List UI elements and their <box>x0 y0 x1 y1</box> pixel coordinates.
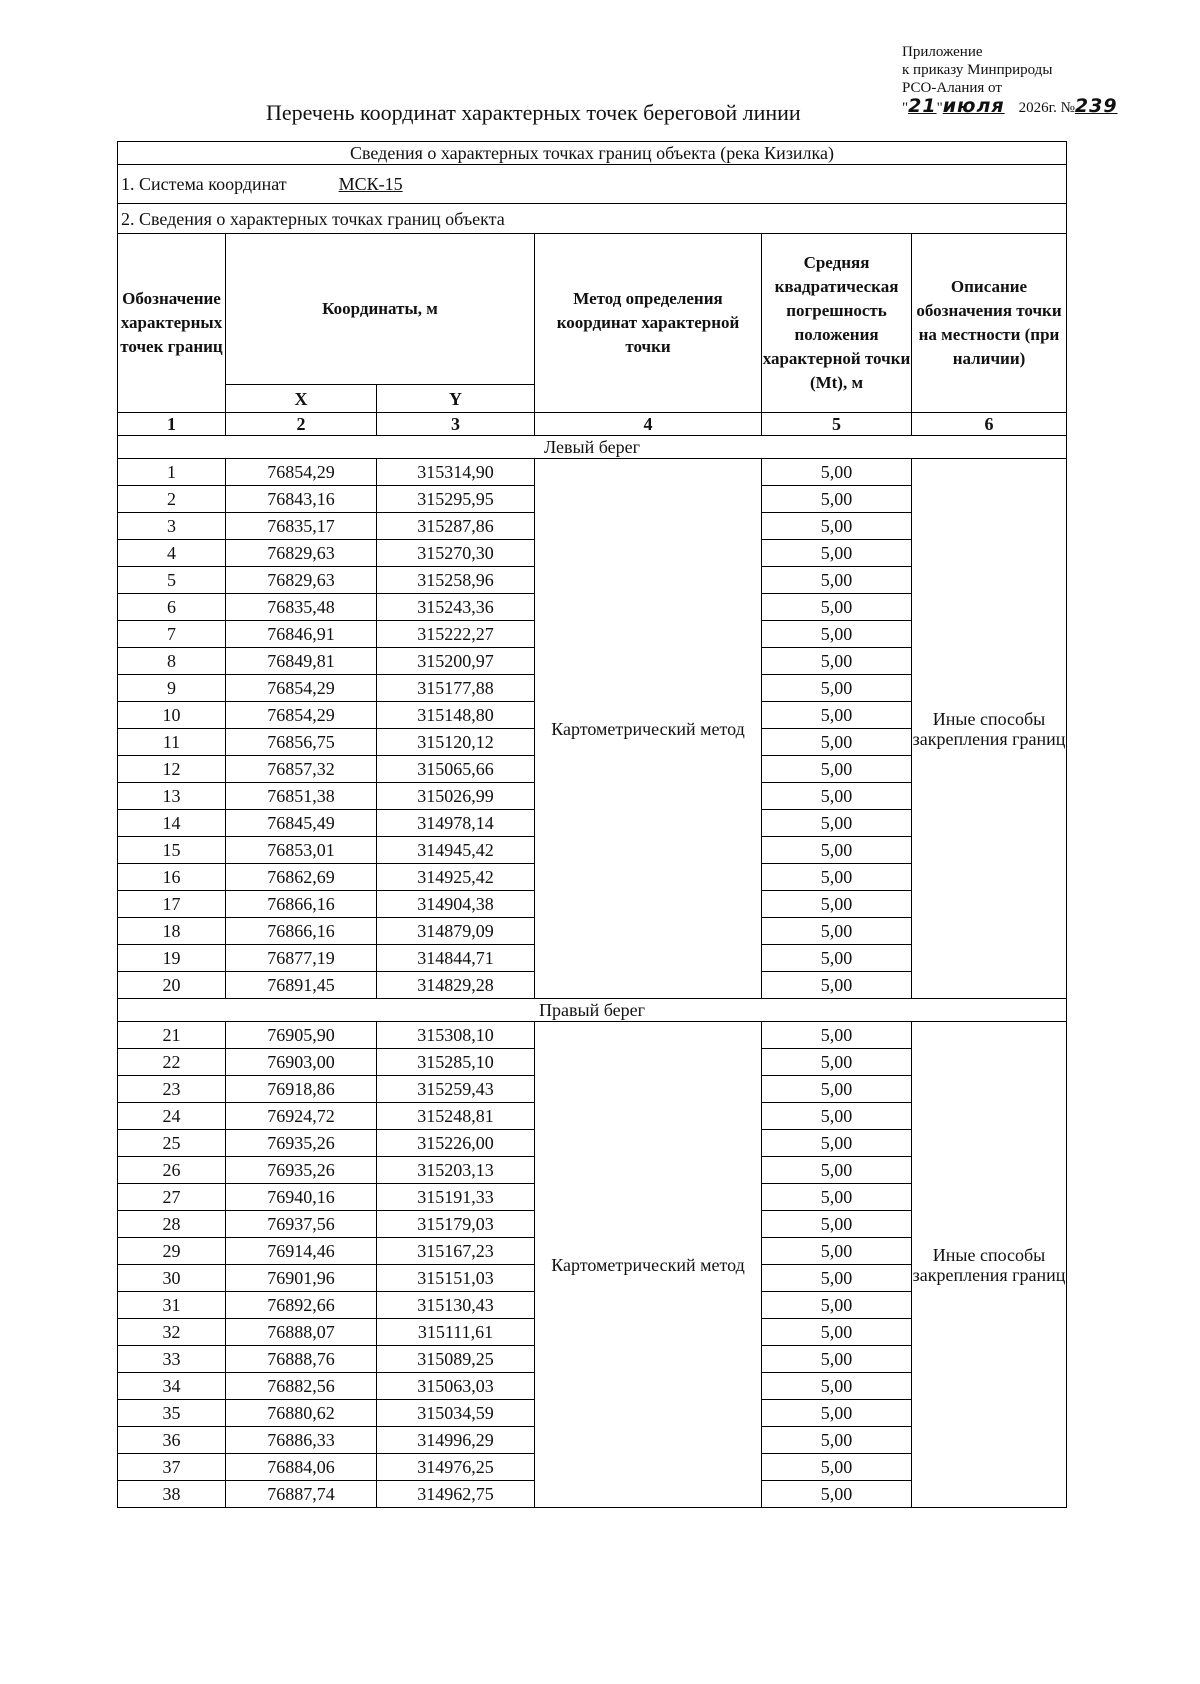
coord-y: 314925,42 <box>377 864 535 891</box>
coord-x: 76835,48 <box>226 594 377 621</box>
position-error: 5,00 <box>762 1265 912 1292</box>
point-number: 30 <box>118 1265 226 1292</box>
position-error: 5,00 <box>762 513 912 540</box>
coord-x: 76835,17 <box>226 513 377 540</box>
coord-y: 315063,03 <box>377 1373 535 1400</box>
point-number: 17 <box>118 891 226 918</box>
column-number: 3 <box>377 413 535 436</box>
coord-y: 315287,86 <box>377 513 535 540</box>
position-error: 5,00 <box>762 621 912 648</box>
position-error: 5,00 <box>762 1238 912 1265</box>
coord-x: 76914,46 <box>226 1238 377 1265</box>
point-number: 32 <box>118 1319 226 1346</box>
coord-x: 76880,62 <box>226 1400 377 1427</box>
position-error: 5,00 <box>762 918 912 945</box>
right-bank-title: Правый берег <box>118 999 1067 1022</box>
coord-x: 76854,29 <box>226 675 377 702</box>
point-number: 23 <box>118 1076 226 1103</box>
coord-y: 315243,36 <box>377 594 535 621</box>
position-error: 5,00 <box>762 1454 912 1481</box>
appendix-line-3: РСО-Алания от <box>902 80 1002 96</box>
point-number: 36 <box>118 1427 226 1454</box>
column-number: 4 <box>535 413 762 436</box>
coord-x: 76888,07 <box>226 1319 377 1346</box>
coord-y: 314962,75 <box>377 1481 535 1508</box>
appendix-line-1: Приложение <box>902 44 983 60</box>
header-x: X <box>226 385 377 413</box>
header-error: Средняя квадратическая погрешность положения характерной точки (Mt), м <box>762 234 912 413</box>
point-number: 34 <box>118 1373 226 1400</box>
position-error: 5,00 <box>762 1184 912 1211</box>
coord-x: 76846,91 <box>226 621 377 648</box>
coord-y: 315026,99 <box>377 783 535 810</box>
position-error: 5,00 <box>762 675 912 702</box>
position-error: 5,00 <box>762 702 912 729</box>
coord-y: 315151,03 <box>377 1265 535 1292</box>
coord-y: 315295,95 <box>377 486 535 513</box>
handwritten-number: 239 <box>1074 95 1118 117</box>
point-number: 11 <box>118 729 226 756</box>
point-number: 18 <box>118 918 226 945</box>
coord-y: 315177,88 <box>377 675 535 702</box>
coord-y: 315259,43 <box>377 1076 535 1103</box>
right-bank-description: Иные способы закрепления границ <box>912 1022 1067 1508</box>
coord-x: 76862,69 <box>226 864 377 891</box>
header-description: Описание обозначения точки на местности (при наличии) <box>912 234 1067 413</box>
coord-x: 76882,56 <box>226 1373 377 1400</box>
coord-y: 314879,09 <box>377 918 535 945</box>
coord-y: 315200,97 <box>377 648 535 675</box>
point-number: 22 <box>118 1049 226 1076</box>
left-bank-title: Левый берег <box>118 436 1067 459</box>
coord-y: 315314,90 <box>377 459 535 486</box>
date-close-quote: " <box>936 100 943 116</box>
coord-y: 315248,81 <box>377 1103 535 1130</box>
coord-x: 76845,49 <box>226 810 377 837</box>
header-method: Метод определения координат характерной точки <box>535 234 762 413</box>
coord-x: 76891,45 <box>226 972 377 999</box>
column-number: 2 <box>226 413 377 436</box>
coord-x: 76935,26 <box>226 1157 377 1184</box>
point-number: 16 <box>118 864 226 891</box>
coord-x: 76854,29 <box>226 459 377 486</box>
position-error: 5,00 <box>762 810 912 837</box>
coord-y: 314844,71 <box>377 945 535 972</box>
position-error: 5,00 <box>762 1292 912 1319</box>
table-row <box>118 459 1067 486</box>
coord-y: 315203,13 <box>377 1157 535 1184</box>
point-number: 10 <box>118 702 226 729</box>
position-error: 5,00 <box>762 1130 912 1157</box>
coord-x: 76937,56 <box>226 1211 377 1238</box>
coord-y: 314996,29 <box>377 1427 535 1454</box>
point-number: 25 <box>118 1130 226 1157</box>
coord-x: 76905,90 <box>226 1022 377 1049</box>
points-info-row: 2. Сведения о характерных точках границ объекта <box>118 204 1067 234</box>
column-number: 5 <box>762 413 912 436</box>
appendix-line-2: к приказу Минприроды <box>902 62 1053 78</box>
coord-x: 76853,01 <box>226 837 377 864</box>
coord-y: 315120,12 <box>377 729 535 756</box>
handwritten-day: 21 <box>908 95 937 117</box>
appendix-date-line <box>902 97 1162 117</box>
coord-y: 315226,00 <box>377 1130 535 1157</box>
coord-y: 315167,23 <box>377 1238 535 1265</box>
coord-x: 76877,19 <box>226 945 377 972</box>
position-error: 5,00 <box>762 864 912 891</box>
position-error: 5,00 <box>762 1400 912 1427</box>
coord-y: 315130,43 <box>377 1292 535 1319</box>
point-number: 9 <box>118 675 226 702</box>
position-error: 5,00 <box>762 972 912 999</box>
coord-y: 315111,61 <box>377 1319 535 1346</box>
position-error: 5,00 <box>762 486 912 513</box>
coord-x: 76940,16 <box>226 1184 377 1211</box>
coord-x: 76866,16 <box>226 891 377 918</box>
point-number: 38 <box>118 1481 226 1508</box>
point-number: 15 <box>118 837 226 864</box>
position-error: 5,00 <box>762 1346 912 1373</box>
coord-y: 314976,25 <box>377 1454 535 1481</box>
coordinates-table <box>117 141 1067 1508</box>
position-error: 5,00 <box>762 1481 912 1508</box>
point-number: 14 <box>118 810 226 837</box>
object-info-row: Сведения о характерных точках границ объекта (река Кизилка) <box>118 142 1067 165</box>
header-designation: Обозначение характерных точек границ <box>118 234 226 413</box>
coord-y: 314829,28 <box>377 972 535 999</box>
coord-x: 76851,38 <box>226 783 377 810</box>
position-error: 5,00 <box>762 1022 912 1049</box>
coord-x: 76857,32 <box>226 756 377 783</box>
coord-y: 315148,80 <box>377 702 535 729</box>
coord-y: 314978,14 <box>377 810 535 837</box>
position-error: 5,00 <box>762 837 912 864</box>
table-row <box>118 1022 1067 1049</box>
point-number: 7 <box>118 621 226 648</box>
point-number: 26 <box>118 1157 226 1184</box>
right-bank-method: Картометрический метод <box>535 1022 762 1508</box>
point-number: 4 <box>118 540 226 567</box>
point-number: 21 <box>118 1022 226 1049</box>
right-bank-header-row <box>118 999 1067 1022</box>
point-number: 19 <box>118 945 226 972</box>
coord-y: 315191,33 <box>377 1184 535 1211</box>
coord-x: 76884,06 <box>226 1454 377 1481</box>
position-error: 5,00 <box>762 1427 912 1454</box>
coord-y: 315222,27 <box>377 621 535 648</box>
coord-y: 315065,66 <box>377 756 535 783</box>
position-error: 5,00 <box>762 648 912 675</box>
point-number: 20 <box>118 972 226 999</box>
position-error: 5,00 <box>762 459 912 486</box>
coord-x: 76829,63 <box>226 540 377 567</box>
coord-x: 76892,66 <box>226 1292 377 1319</box>
point-number: 8 <box>118 648 226 675</box>
coord-x: 76888,76 <box>226 1346 377 1373</box>
coord-y: 315258,96 <box>377 567 535 594</box>
document-title: Перечень координат характерных точек береговой линии <box>266 100 801 125</box>
coord-x: 76849,81 <box>226 648 377 675</box>
left-bank-header-row <box>118 436 1067 459</box>
coord-x: 76843,16 <box>226 486 377 513</box>
point-number: 29 <box>118 1238 226 1265</box>
date-open-quote: " <box>902 100 909 116</box>
coord-x: 76901,96 <box>226 1265 377 1292</box>
coord-x: 76866,16 <box>226 918 377 945</box>
coord-y: 315270,30 <box>377 540 535 567</box>
coord-y: 315179,03 <box>377 1211 535 1238</box>
point-number: 2 <box>118 486 226 513</box>
point-number: 6 <box>118 594 226 621</box>
position-error: 5,00 <box>762 729 912 756</box>
position-error: 5,00 <box>762 1157 912 1184</box>
handwritten-month: июля <box>942 95 1005 117</box>
header-y: Y <box>377 385 535 413</box>
appendix-block <box>902 43 1162 117</box>
coordinate-system-value: МСК-15 <box>338 174 403 194</box>
coord-x: 76854,29 <box>226 702 377 729</box>
position-error: 5,00 <box>762 945 912 972</box>
coord-x: 76935,26 <box>226 1130 377 1157</box>
point-number: 28 <box>118 1211 226 1238</box>
position-error: 5,00 <box>762 540 912 567</box>
point-number: 37 <box>118 1454 226 1481</box>
coordinate-system-row <box>118 165 1067 204</box>
coord-y: 315089,25 <box>377 1346 535 1373</box>
coord-x: 76903,00 <box>226 1049 377 1076</box>
position-error: 5,00 <box>762 594 912 621</box>
coord-x: 76924,72 <box>226 1103 377 1130</box>
coord-y: 315308,10 <box>377 1022 535 1049</box>
coord-y: 314904,38 <box>377 891 535 918</box>
position-error: 5,00 <box>762 756 912 783</box>
point-number: 33 <box>118 1346 226 1373</box>
position-error: 5,00 <box>762 1103 912 1130</box>
position-error: 5,00 <box>762 1319 912 1346</box>
point-number: 3 <box>118 513 226 540</box>
point-number: 27 <box>118 1184 226 1211</box>
point-number: 31 <box>118 1292 226 1319</box>
position-error: 5,00 <box>762 567 912 594</box>
coord-y: 314945,42 <box>377 837 535 864</box>
coord-x: 76886,33 <box>226 1427 377 1454</box>
coord-x: 76887,74 <box>226 1481 377 1508</box>
date-year: 2026г. <box>1018 100 1057 116</box>
point-number: 12 <box>118 756 226 783</box>
left-bank-description: Иные способы закрепления границ <box>912 459 1067 999</box>
position-error: 5,00 <box>762 1076 912 1103</box>
header-coordinates: Координаты, м <box>226 234 535 385</box>
position-error: 5,00 <box>762 1211 912 1238</box>
column-number: 6 <box>912 413 1067 436</box>
point-number: 24 <box>118 1103 226 1130</box>
position-error: 5,00 <box>762 1373 912 1400</box>
point-number: 1 <box>118 459 226 486</box>
point-number: 5 <box>118 567 226 594</box>
coordinate-system-label: 1. Система координат <box>121 174 287 194</box>
left-bank-method: Картометрический метод <box>535 459 762 999</box>
coord-x: 76856,75 <box>226 729 377 756</box>
coord-y: 315034,59 <box>377 1400 535 1427</box>
coord-x: 76918,86 <box>226 1076 377 1103</box>
point-number: 35 <box>118 1400 226 1427</box>
position-error: 5,00 <box>762 783 912 810</box>
point-number: 13 <box>118 783 226 810</box>
coord-x: 76829,63 <box>226 567 377 594</box>
column-number: 1 <box>118 413 226 436</box>
position-error: 5,00 <box>762 1049 912 1076</box>
number-sign: № <box>1060 100 1075 116</box>
coord-y: 315285,10 <box>377 1049 535 1076</box>
position-error: 5,00 <box>762 891 912 918</box>
